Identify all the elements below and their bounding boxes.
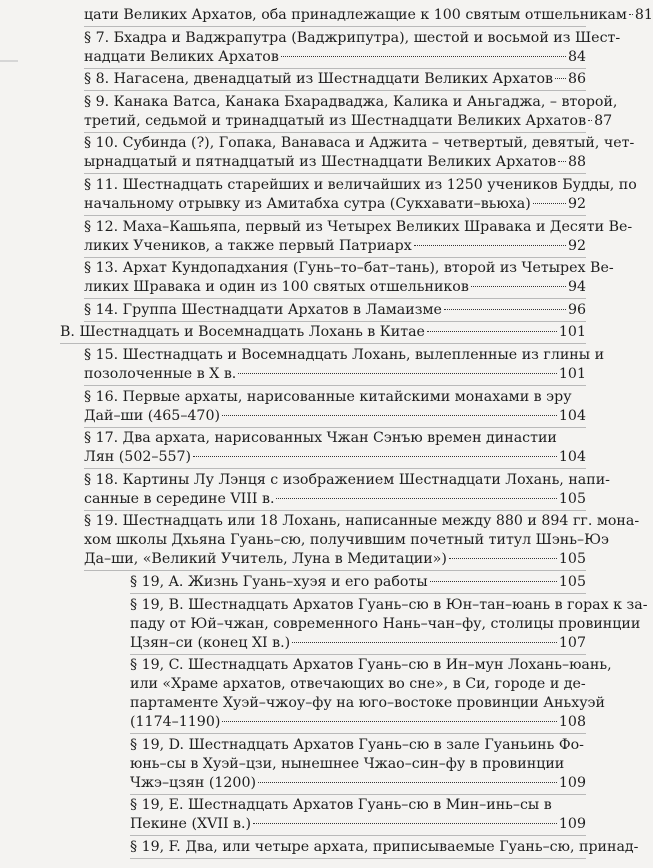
toc-entry-text: позолоченные в X в. [84,366,237,382]
toc-entry-text: Цзян–си (конец XI в.) [130,634,291,651]
toc-entry-text: Пекине (XVII в.) [130,816,252,833]
toc-entry-text: (1174–1190) [130,714,221,731]
entry-separator [84,570,586,571]
entry-separator [84,510,586,511]
toc-entry-line: § 15. Шестнадцать и Восемнадцать Лохань, вылепленные из глины и [84,347,605,363]
page-number: 108 [558,714,586,731]
toc-entry-line: § 13. Архат Кундопадхания (Гунь–то–бат–тань), второй из Четырех Ве- [84,260,614,277]
page-number: 101 [558,324,586,341]
toc-entry-text: ырнадцатый и пятнадцатый из Шестнадцати Великих Архатов [84,154,557,171]
page-number: 92 [567,237,586,254]
toc-entry-text: начальному отрывку из Амитабха сутра (Сукхавати–вьюха) [84,196,531,212]
toc-entry-text: § 19, A. Жизнь Гуань–хуэя и его работы [130,574,428,590]
page-edge-mark [0,60,18,62]
entry-separator [130,654,586,655]
toc-entry-line: хом школы Дхьяна Гуань–сю, получившим почетный титул Шэнь–Юэ [84,532,609,549]
toc-entry-line: § 19, B. Шестнадцать Архатов Гуань–сю в Юн–тан–юань в горах к за- [130,596,648,613]
toc-entry-last-line[interactable] [84,490,586,509]
toc-entry-text: В. Шестнадцать и Восемнадцать Лохань в Китае [60,324,425,341]
entry-separator [84,132,586,133]
page-number: 105 [558,551,586,568]
page-number: 109 [558,774,586,791]
entry-separator [130,593,586,594]
dot-leader [430,581,557,582]
toc-entry-text: цати Великих Архатов, оба принадлежащие к 100 святым отшельникам [84,7,627,23]
dot-leader [414,245,566,246]
toc-entry-line: § 12. Маха–Кашьяпа, первый из Четырех Великих Шравака и Десяти Ве- [84,218,633,235]
dot-leader [292,642,557,643]
entry-separator [84,90,586,91]
entry-separator [84,385,586,386]
entry-separator [84,26,586,27]
dot-leader [427,331,557,332]
toc-entry-last-line[interactable] [84,153,586,172]
entry-separator [84,257,586,258]
toc-entry-text: ликих Учеников, а также первый Патриарх [84,237,412,254]
page-number: 84 [567,48,586,65]
toc-entry-last-line[interactable] [130,573,586,592]
toc-entry-line: § 19, D. Шестнадцать Архатов Гуань–сю в зале Гуаньинь Фо- [130,736,584,753]
dot-leader [222,721,557,722]
dot-leader [558,161,566,162]
dot-leader [588,120,592,121]
dot-leader [281,56,566,57]
page-number: 94 [567,279,586,296]
dot-leader [444,309,566,310]
page-number: 105 [558,490,586,507]
toc-entry-line: § 11. Шестнадцать старейших и величайших из 1250 учеников Будды, по [84,177,637,193]
entry-separator [84,468,586,469]
toc-entry-line: или «Храме архатов, отвечающих во сне», в Си, городе и де- [130,676,586,693]
page-number: 104 [558,449,586,466]
entry-separator [84,68,586,69]
page-number: 105 [558,574,586,590]
toc-entry-line: § 19, F. Два, или четыре архата, приписываемые Гуань–сю, принад- [130,839,639,855]
toc-entry-last-line[interactable] [84,6,653,25]
toc-entry-last-line[interactable] [130,815,586,834]
toc-entry-last-line[interactable] [130,713,586,732]
toc-entry-text: § 14. Группа Шестнадцати Архатов в Ламаизме [84,301,442,318]
toc-entry-last-line[interactable] [84,365,586,384]
page-number: 88 [567,154,586,171]
toc-entry-last-line[interactable] [130,634,586,653]
toc-entry-last-line[interactable] [84,448,586,467]
entry-separator [84,298,586,299]
toc-entry-text: Дай–ши (465–470) [84,407,221,424]
toc-entry-line: § 9. Канака Ватса, Канака Бхарадваджа, Калика и Аньгаджа, – второй, [84,93,618,110]
toc-entry-text: третий, седьмой и тринадцатый из Шестнадцати Великих Архатов [84,112,587,129]
page-number: 81 [634,7,653,23]
entry-separator [84,427,586,428]
entry-separator [84,215,586,216]
dot-leader [629,14,633,15]
dot-leader [555,78,566,79]
entry-separator [130,858,586,859]
page-number: 109 [558,816,586,833]
entry-separator [60,343,586,344]
page-number: 92 [567,196,586,212]
toc-entry-last-line[interactable] [130,774,586,793]
page-number: 107 [558,634,586,651]
toc-entry-text: § 8. Нагасена, двенадцатый из Шестнадцати Великих Архатов [84,71,554,88]
entry-separator [84,173,586,174]
toc-entry-line: § 7. Бхадра и Ваджрапутра (Ваджрипутра), шестой и восьмой из Шест- [84,29,621,46]
dot-leader [253,823,557,824]
toc-entry-line: § 16. Первые архаты, нарисованные китайскими монахами в эру [84,388,572,405]
entry-separator [130,794,586,795]
toc-entry-last-line[interactable] [84,301,586,320]
page-number: 101 [558,366,586,382]
toc-entry-text: Да–ши, «Великий Учитель, Луна в Медитации») [84,551,447,568]
page-number: 86 [567,71,586,88]
page-number: 96 [567,301,586,318]
toc-entry-last-line[interactable] [60,323,586,342]
toc-entry-line: § 17. Два архата, нарисованных Чжан Сэнъю времен династии [84,430,557,447]
toc-entry-last-line[interactable] [84,237,586,256]
entry-separator [84,321,586,322]
toc-entry-last-line[interactable] [84,550,586,569]
toc-entry-text: надцати Великих Архатов [84,48,279,65]
dot-leader [533,203,566,204]
toc-entry-last-line[interactable] [84,278,586,297]
toc-entry-text: Лян (502–557) [84,449,192,466]
dot-leader [449,558,557,559]
toc-entry-line: § 19, E. Шестнадцать Архатов Гуань–сю в Мин–инь–сы в [130,797,552,814]
toc-entry-line: § 10. Субинда (?), Гопака, Ванаваса и Аджита – четвертый, девятый, чет- [84,135,635,152]
toc-entry-last-line[interactable] [84,48,586,67]
toc-entry-line: паду от Юй–чжан, современного Нань–чан–фу, столицы провинции [130,615,641,632]
dot-leader [258,782,557,783]
toc-entry-line: § 19, C. Шестнадцать Архатов Гуань–сю в Ин–мун Лохань–юань, [130,657,612,674]
toc-entry-last-line[interactable] [84,195,586,214]
toc-entry-last-line[interactable] [84,70,586,89]
dot-leader [471,286,566,287]
dot-leader [238,373,557,374]
entry-separator [130,733,586,734]
dot-leader [193,456,557,457]
toc-entry-last-line[interactable] [84,112,613,131]
toc-entry-text: санные в середине VIII в. [84,490,275,507]
dot-leader [222,415,557,416]
toc-entry-line: § 18. Картины Лу Лэнця с изображением Шестнадцати Лохань, напи- [84,471,610,488]
toc-entry-line: юнь–сы в Хуэй–цзи, нынешнее Чжао–син–фу в провинции [130,755,565,772]
toc-entry-text: Чжэ–цзян (1200) [130,774,257,791]
toc-entry-last-line[interactable] [84,407,586,426]
toc-entry-line: § 19. Шестнадцать или 18 Лохань, написанные между 880 и 894 гг. мона- [84,513,640,530]
entry-separator [130,835,586,836]
toc-entry-line: партаменте Хуэй–чжоу–фу на юго–востоке провинции Аньхуэй [130,695,605,712]
toc-entry-text: ликих Шравака и один из 100 святых отшельников [84,279,469,296]
dot-leader [276,498,556,499]
page-number: 104 [558,407,586,424]
page-number: 87 [594,112,613,129]
